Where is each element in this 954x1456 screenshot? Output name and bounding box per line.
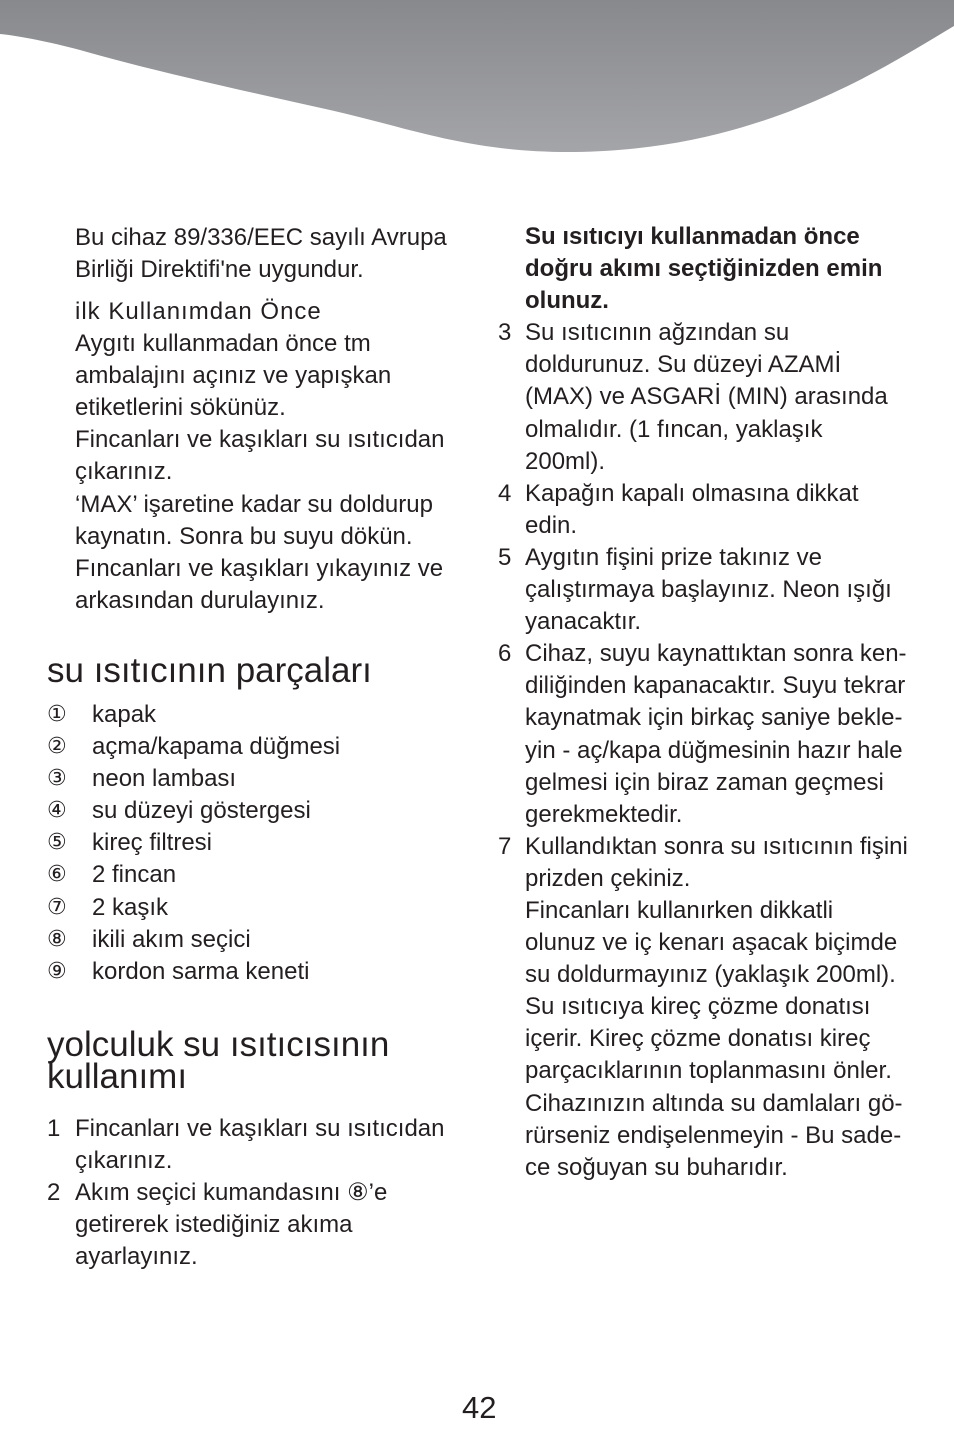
instruction-step (498, 478, 908, 542)
part-label: 2 fincan (92, 861, 177, 889)
step-text-line: getirerek istediğiniz akıma (75, 1211, 353, 1239)
step-text-line: yanacaktır. (525, 608, 642, 636)
step-text-line: prizden çekiniz. (525, 864, 691, 892)
header-wave-banner (0, 0, 954, 160)
note-line: parçacıklarının toplanmasını önler. (525, 1057, 892, 1085)
part-number-badge: ② (47, 734, 67, 760)
step-text-line: doldurunuz. Su düzeyi AZAMİ (525, 351, 842, 379)
step-number: 6 (498, 640, 512, 668)
step-text-line: gerekmektedir. (525, 800, 683, 828)
usage-note (498, 895, 908, 1184)
part-number-badge: ① (47, 702, 67, 727)
before-first-use-line: ambalajını açınız ve yapışkan (75, 362, 392, 390)
step-text-line: gelmesi için biraz zaman geçmesi (525, 768, 884, 796)
before-first-use-section (75, 296, 444, 617)
note-line: ce soğuyan su buharıdır. (525, 1153, 788, 1181)
travel-heading-line: yolculuk su ısıtıcısının (47, 1025, 390, 1064)
part-number-badge: ⑤ (47, 830, 67, 856)
part-number-badge: ⑥ (47, 862, 67, 888)
step-text-line: Aygıtın fişini prize takınız ve (525, 543, 823, 571)
part-label: kordon sarma keneti (92, 957, 310, 985)
step-text-line: Fincanları ve kaşıkları su ısıtıcıdan (75, 1115, 445, 1142)
step-number: 1 (47, 1115, 61, 1142)
current-warning (498, 221, 908, 317)
instruction-step (47, 1177, 444, 1273)
before-first-use-line: Fincanları ve kaşıkları su ısıtıcıdan (75, 426, 445, 454)
instruction-step (498, 831, 908, 895)
before-first-use-line: arkasından durulayınız. (75, 586, 325, 614)
note-line: su doldurmayınız (yaklaşık 200ml). (525, 961, 896, 989)
part-label: kireç filtresi (92, 829, 213, 857)
part-label: 2 kaşık (92, 893, 169, 921)
directive-line: Bu cihaz 89/336/EEC sayılı Avrupa (75, 224, 447, 251)
step-text-line: çıkarınız. (75, 1147, 173, 1175)
travel-heading-line: kullanımı (47, 1057, 188, 1097)
part-label: ikili akım seçici (92, 925, 251, 953)
usage-steps-list (498, 317, 908, 895)
travel-heading (47, 1024, 390, 1097)
part-label: su düzeyi göstergesi (92, 797, 311, 825)
before-first-use-line: kaynatın. Sonra bu suyu dökün. (75, 522, 413, 550)
part-number-badge: ⑦ (47, 894, 67, 920)
step-number: 5 (498, 543, 512, 571)
instruction-step (47, 1113, 444, 1177)
right-column (498, 221, 908, 1184)
before-first-use-line: ‘MAX’ işaretine kadar su doldurup (75, 490, 433, 518)
step-text-line: Kapağın kapalı olmasına dikkat (525, 479, 859, 507)
step-text-line: ayarlayınız. (75, 1243, 198, 1271)
instruction-step (498, 542, 908, 638)
step-number: 4 (498, 479, 512, 507)
note-line: olunuz ve iç kenarı aşacak biçimde (525, 929, 898, 957)
before-first-use-line: Fıncanları ve kaşıkları yıkayınız ve (75, 554, 444, 582)
step-number: 2 (47, 1179, 61, 1207)
before-first-use-line: etiketlerini sökünüz. (75, 394, 286, 422)
step-number: 7 (498, 832, 512, 860)
step-text-line: Cihaz, suyu kaynattıktan sonra ken- (525, 640, 907, 668)
warning-line: doğru akımı seçtiğinizden emin (525, 255, 883, 283)
note-line: içerir. Kireç çözme donatısı kireç (525, 1025, 871, 1053)
step-text-line: (MAX) ve ASGARİ (MIN) arasında (525, 383, 888, 411)
part-label: kapak (92, 701, 157, 728)
travel-steps-list (47, 1113, 444, 1273)
note-line: Fincanları kullanırken dikkatli (525, 896, 834, 924)
step-text-line: çalıştırmaya başlayınız. Neon ışığı (525, 576, 892, 604)
step-text-line: kaynatmak için birkaç saniye bekle- (525, 704, 903, 732)
step-number: 3 (498, 319, 512, 347)
directive-line: Birliği Direktifi'ne uygundur. (75, 256, 364, 284)
step-text-line: Kullandıktan sonra su ısıtıcının fişini (525, 832, 908, 860)
before-first-use-line: çıkarınız. (75, 458, 173, 486)
step-text-line: Akım seçici kumandasını ⑧’e (75, 1179, 388, 1207)
directive-paragraph (75, 222, 447, 286)
part-number-badge: ⑨ (47, 958, 67, 984)
before-first-use-title: ilk Kullanımdan Önce (75, 298, 322, 325)
note-line: rürseniz endişelenmeyin - Bu sade- (525, 1121, 902, 1149)
step-text-line: edin. (525, 511, 578, 539)
before-first-use-body (75, 328, 444, 617)
part-label: açma/kapama düğmesi (92, 733, 341, 761)
before-first-use-line: Aygıtı kullanmadan önce tm (75, 330, 371, 358)
step-text-line: yin - aç/kapa düğmesinin hazır hale (525, 736, 903, 764)
step-text-line: olmalıdır. (1 fıncan, yaklaşık (525, 415, 823, 443)
warning-line: olunuz. (525, 287, 609, 315)
note-line: Cihazınızın altında su damlaları gö- (525, 1089, 903, 1117)
instruction-step (498, 317, 908, 477)
parts-heading: su ısıtıcının parçaları (47, 651, 372, 690)
banner-wave (0, 0, 954, 152)
instruction-step (498, 638, 908, 831)
warning-line: Su ısıtıcıyı kullanmadan önce (525, 223, 860, 250)
part-number-badge: ④ (47, 798, 67, 824)
part-number-badge: ⑧ (47, 926, 67, 952)
part-label: neon lambası (92, 765, 237, 793)
step-text-line: 200ml). (525, 447, 606, 475)
note-line: Su ısıtıcıya kireç çözme donatısı (525, 993, 871, 1021)
step-text-line: Su ısıtıcının ağzından su (525, 319, 790, 347)
part-number-badge: ③ (47, 766, 67, 792)
step-text-line: diliğinden kapanacaktır. Suyu tekrar (525, 672, 906, 700)
page-number: 42 (462, 1390, 497, 1425)
